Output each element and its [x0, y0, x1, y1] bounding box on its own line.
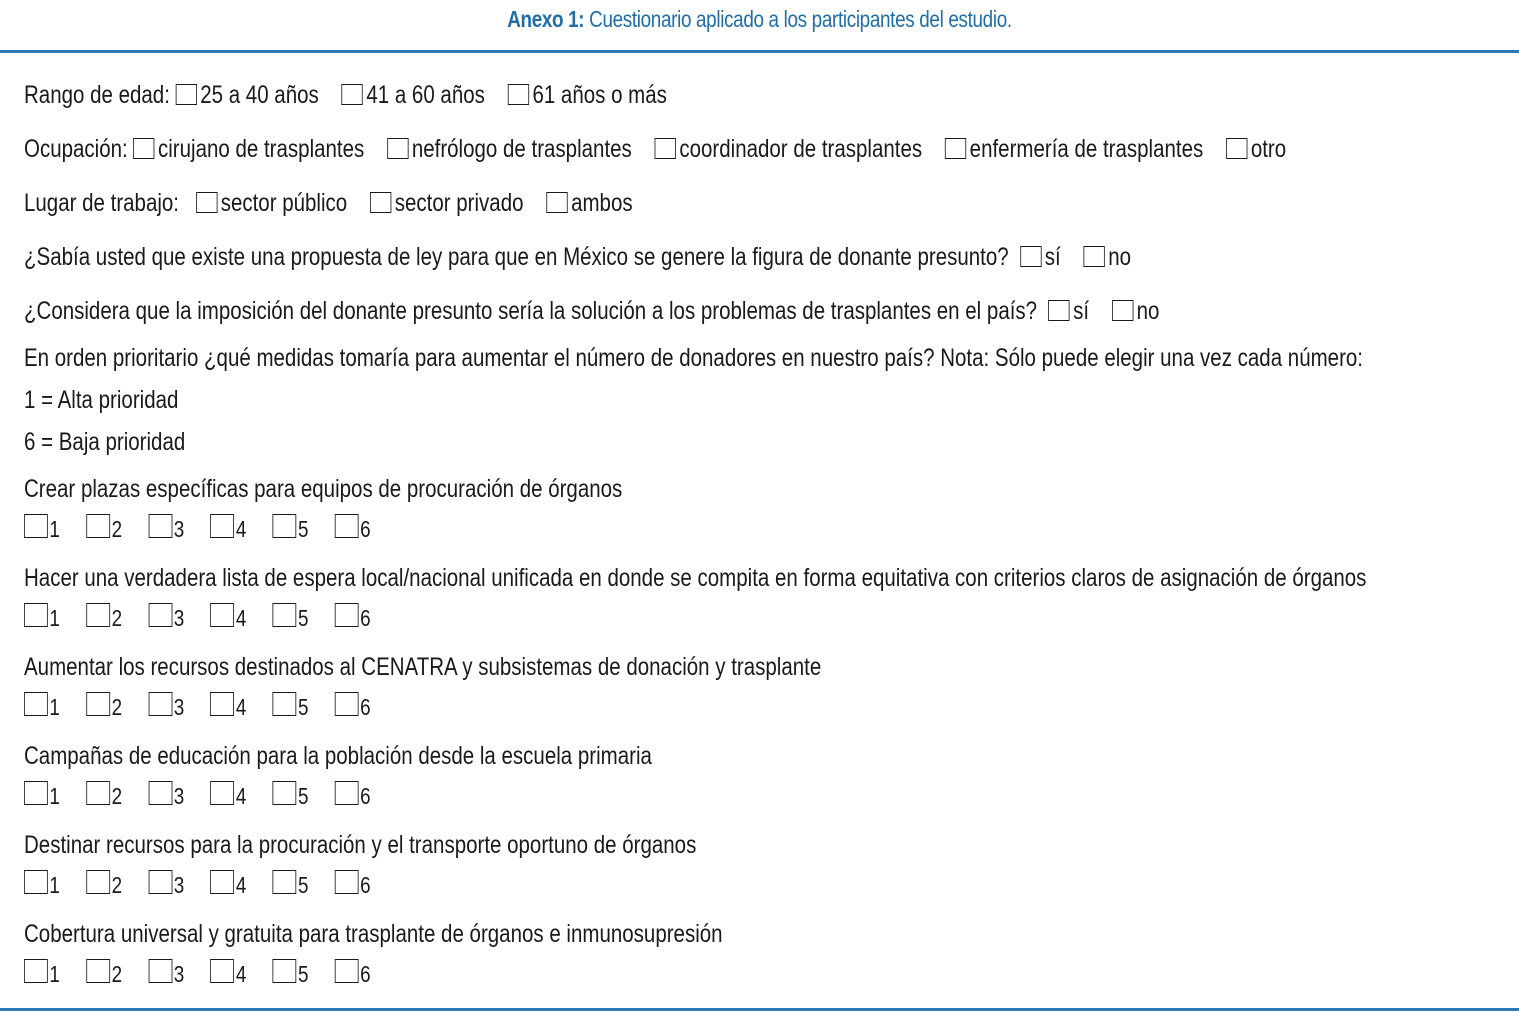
checkbox[interactable] [86, 959, 110, 983]
priority-low-legend: 6 = Baja prioridad [24, 428, 186, 456]
priority-option[interactable]: 1 [24, 781, 60, 811]
checkbox[interactable] [1112, 300, 1133, 321]
measure-label: Destinar recursos para la procuración y el transporte oportuno de órganos [24, 831, 697, 859]
checkbox[interactable] [196, 192, 217, 213]
law-question-row [24, 242, 1131, 272]
priority-option[interactable]: 5 [273, 870, 309, 900]
priority-option[interactable]: 4 [210, 514, 246, 544]
checkbox[interactable] [210, 514, 234, 538]
occupation-label: Ocupación: [24, 135, 128, 163]
checkbox[interactable] [148, 959, 172, 983]
priority-option[interactable]: 4 [210, 870, 246, 900]
checkbox[interactable] [210, 692, 234, 716]
checkbox[interactable] [370, 192, 391, 213]
checkbox[interactable] [273, 692, 297, 716]
checkbox[interactable] [273, 514, 297, 538]
measure-label: Crear plazas específicas para equipos de procuración de órganos [24, 475, 623, 503]
priority-option[interactable]: 3 [148, 959, 184, 989]
law-option-yes[interactable]: sí [1020, 242, 1061, 272]
occupation-option-nursing[interactable]: enfermería de trasplantes [945, 134, 1203, 164]
checkbox[interactable] [508, 84, 529, 105]
solution-question-row [24, 296, 1159, 326]
checkbox[interactable] [210, 870, 234, 894]
checkbox[interactable] [24, 514, 48, 538]
priority-option[interactable]: 1 [24, 870, 60, 900]
occupation-option-nephrologist[interactable]: nefrólogo de trasplantes [387, 134, 632, 164]
checkbox[interactable] [148, 870, 172, 894]
priority-option[interactable]: 4 [210, 781, 246, 811]
checkbox[interactable] [273, 603, 297, 627]
priority-option[interactable]: 2 [86, 870, 122, 900]
annex-caption [137, 6, 1383, 33]
checkbox[interactable] [273, 959, 297, 983]
age-row [24, 80, 667, 110]
checkbox[interactable] [335, 959, 359, 983]
measure-label: Hacer una verdadera lista de espera local/nacional unificada en donde se compita en forma equitativa con criterios claros de asignación de órganos [24, 564, 1367, 592]
workplace-row [24, 188, 633, 218]
checkbox[interactable] [210, 603, 234, 627]
checkbox[interactable] [133, 138, 154, 159]
solution-option-yes[interactable]: sí [1048, 296, 1089, 326]
priority-option[interactable]: 1 [24, 603, 60, 633]
solution-question-text: ¿Considera que la imposición del donante presunto sería la solución a los problemas de trasplantes en el país? [24, 297, 1038, 325]
age-option-61-plus[interactable]: 61 años o más [508, 80, 667, 110]
checkbox[interactable] [273, 870, 297, 894]
occupation-option-coordinator[interactable]: coordinador de trasplantes [655, 134, 922, 164]
priority-option[interactable]: 3 [148, 870, 184, 900]
checkbox[interactable] [176, 84, 197, 105]
checkbox[interactable] [86, 870, 110, 894]
occupation-option-surgeon[interactable]: cirujano de trasplantes [133, 134, 364, 164]
priority-option[interactable]: 1 [24, 514, 60, 544]
checkbox[interactable] [945, 138, 966, 159]
annex-title: Cuestionario aplicado a los participantes del estudio. [589, 6, 1012, 32]
age-option-25-40[interactable]: 25 a 40 años [176, 80, 319, 110]
bottom-rule [0, 1008, 1519, 1011]
priority-option[interactable]: 3 [148, 514, 184, 544]
workplace-option-private[interactable]: sector privado [370, 188, 523, 218]
priority-option[interactable]: 5 [273, 603, 309, 633]
priority-option[interactable]: 1 [24, 959, 60, 989]
priority-option[interactable]: 2 [86, 959, 122, 989]
priority-option[interactable]: 3 [148, 781, 184, 811]
priority-scale [24, 870, 371, 900]
workplace-option-public[interactable]: sector público [196, 188, 347, 218]
age-label: Rango de edad: [24, 81, 170, 109]
top-rule [0, 50, 1519, 53]
checkbox[interactable] [387, 138, 408, 159]
priority-high-legend: 1 = Alta prioridad [24, 386, 179, 414]
checkbox[interactable] [335, 692, 359, 716]
measure-label: Cobertura universal y gratuita para trasplante de órganos e inmunosupresión [24, 920, 723, 948]
checkbox[interactable] [148, 603, 172, 627]
checkbox[interactable] [148, 514, 172, 538]
checkbox[interactable] [86, 514, 110, 538]
checkbox[interactable] [148, 781, 172, 805]
age-option-41-60[interactable]: 41 a 60 años [342, 80, 485, 110]
checkbox[interactable] [273, 781, 297, 805]
checkbox[interactable] [24, 781, 48, 805]
workplace-label: Lugar de trabajo: [24, 189, 180, 217]
priority-intro: En orden prioritario ¿qué medidas tomaría para aumentar el número de donadores en nuestro país? Nota: Sólo puede elegir una vez cada número: [24, 344, 1364, 372]
checkbox[interactable] [655, 138, 676, 159]
checkbox[interactable] [86, 692, 110, 716]
priority-option[interactable]: 5 [273, 692, 309, 722]
solution-option-no[interactable]: no [1112, 296, 1159, 326]
measure-label: Aumentar los recursos destinados al CENATRA y subsistemas de donación y trasplante [24, 653, 822, 681]
priority-option[interactable]: 2 [86, 514, 122, 544]
priority-option[interactable]: 6 [335, 959, 371, 989]
checkbox[interactable] [335, 514, 359, 538]
priority-option[interactable]: 3 [148, 692, 184, 722]
priority-option[interactable]: 2 [86, 781, 122, 811]
checkbox[interactable] [24, 870, 48, 894]
checkbox[interactable] [1226, 138, 1247, 159]
checkbox[interactable] [1020, 246, 1041, 267]
checkbox[interactable] [148, 692, 172, 716]
priority-option[interactable]: 4 [210, 959, 246, 989]
priority-option[interactable]: 6 [335, 514, 371, 544]
priority-option[interactable]: 4 [210, 603, 246, 633]
priority-option[interactable]: 3 [148, 603, 184, 633]
priority-option[interactable]: 4 [210, 692, 246, 722]
priority-option[interactable]: 2 [86, 692, 122, 722]
checkbox[interactable] [24, 603, 48, 627]
priority-scale [24, 781, 371, 811]
priority-option[interactable]: 6 [335, 781, 371, 811]
checkbox[interactable] [342, 84, 363, 105]
priority-option[interactable]: 5 [273, 514, 309, 544]
priority-option[interactable]: 5 [273, 781, 309, 811]
checkbox[interactable] [335, 870, 359, 894]
workplace-option-both[interactable]: ambos [546, 188, 632, 218]
occupation-option-other[interactable]: otro [1226, 134, 1286, 164]
law-option-no[interactable]: no [1084, 242, 1131, 272]
priority-scale [24, 692, 371, 722]
priority-option[interactable]: 5 [273, 959, 309, 989]
priority-option[interactable]: 6 [335, 870, 371, 900]
checkbox[interactable] [210, 781, 234, 805]
checkbox[interactable] [86, 781, 110, 805]
checkbox[interactable] [24, 959, 48, 983]
checkbox[interactable] [1048, 300, 1069, 321]
checkbox[interactable] [335, 781, 359, 805]
checkbox[interactable] [210, 959, 234, 983]
priority-scale [24, 959, 371, 989]
priority-scale [24, 514, 371, 544]
checkbox[interactable] [546, 192, 567, 213]
law-question-text: ¿Sabía usted que existe una propuesta de ley para que en México se genere la figura de donante presunto? [24, 243, 1009, 271]
priority-option[interactable]: 1 [24, 692, 60, 722]
measure-label: Campañas de educación para la población desde la escuela primaria [24, 742, 652, 770]
checkbox[interactable] [24, 692, 48, 716]
priority-option[interactable]: 2 [86, 603, 122, 633]
priority-option[interactable]: 6 [335, 692, 371, 722]
checkbox[interactable] [1084, 246, 1105, 267]
priority-option[interactable]: 6 [335, 603, 371, 633]
annex-label: Anexo 1: [507, 6, 585, 32]
occupation-row [24, 134, 1286, 164]
checkbox[interactable] [335, 603, 359, 627]
priority-scale [24, 603, 371, 633]
checkbox[interactable] [86, 603, 110, 627]
